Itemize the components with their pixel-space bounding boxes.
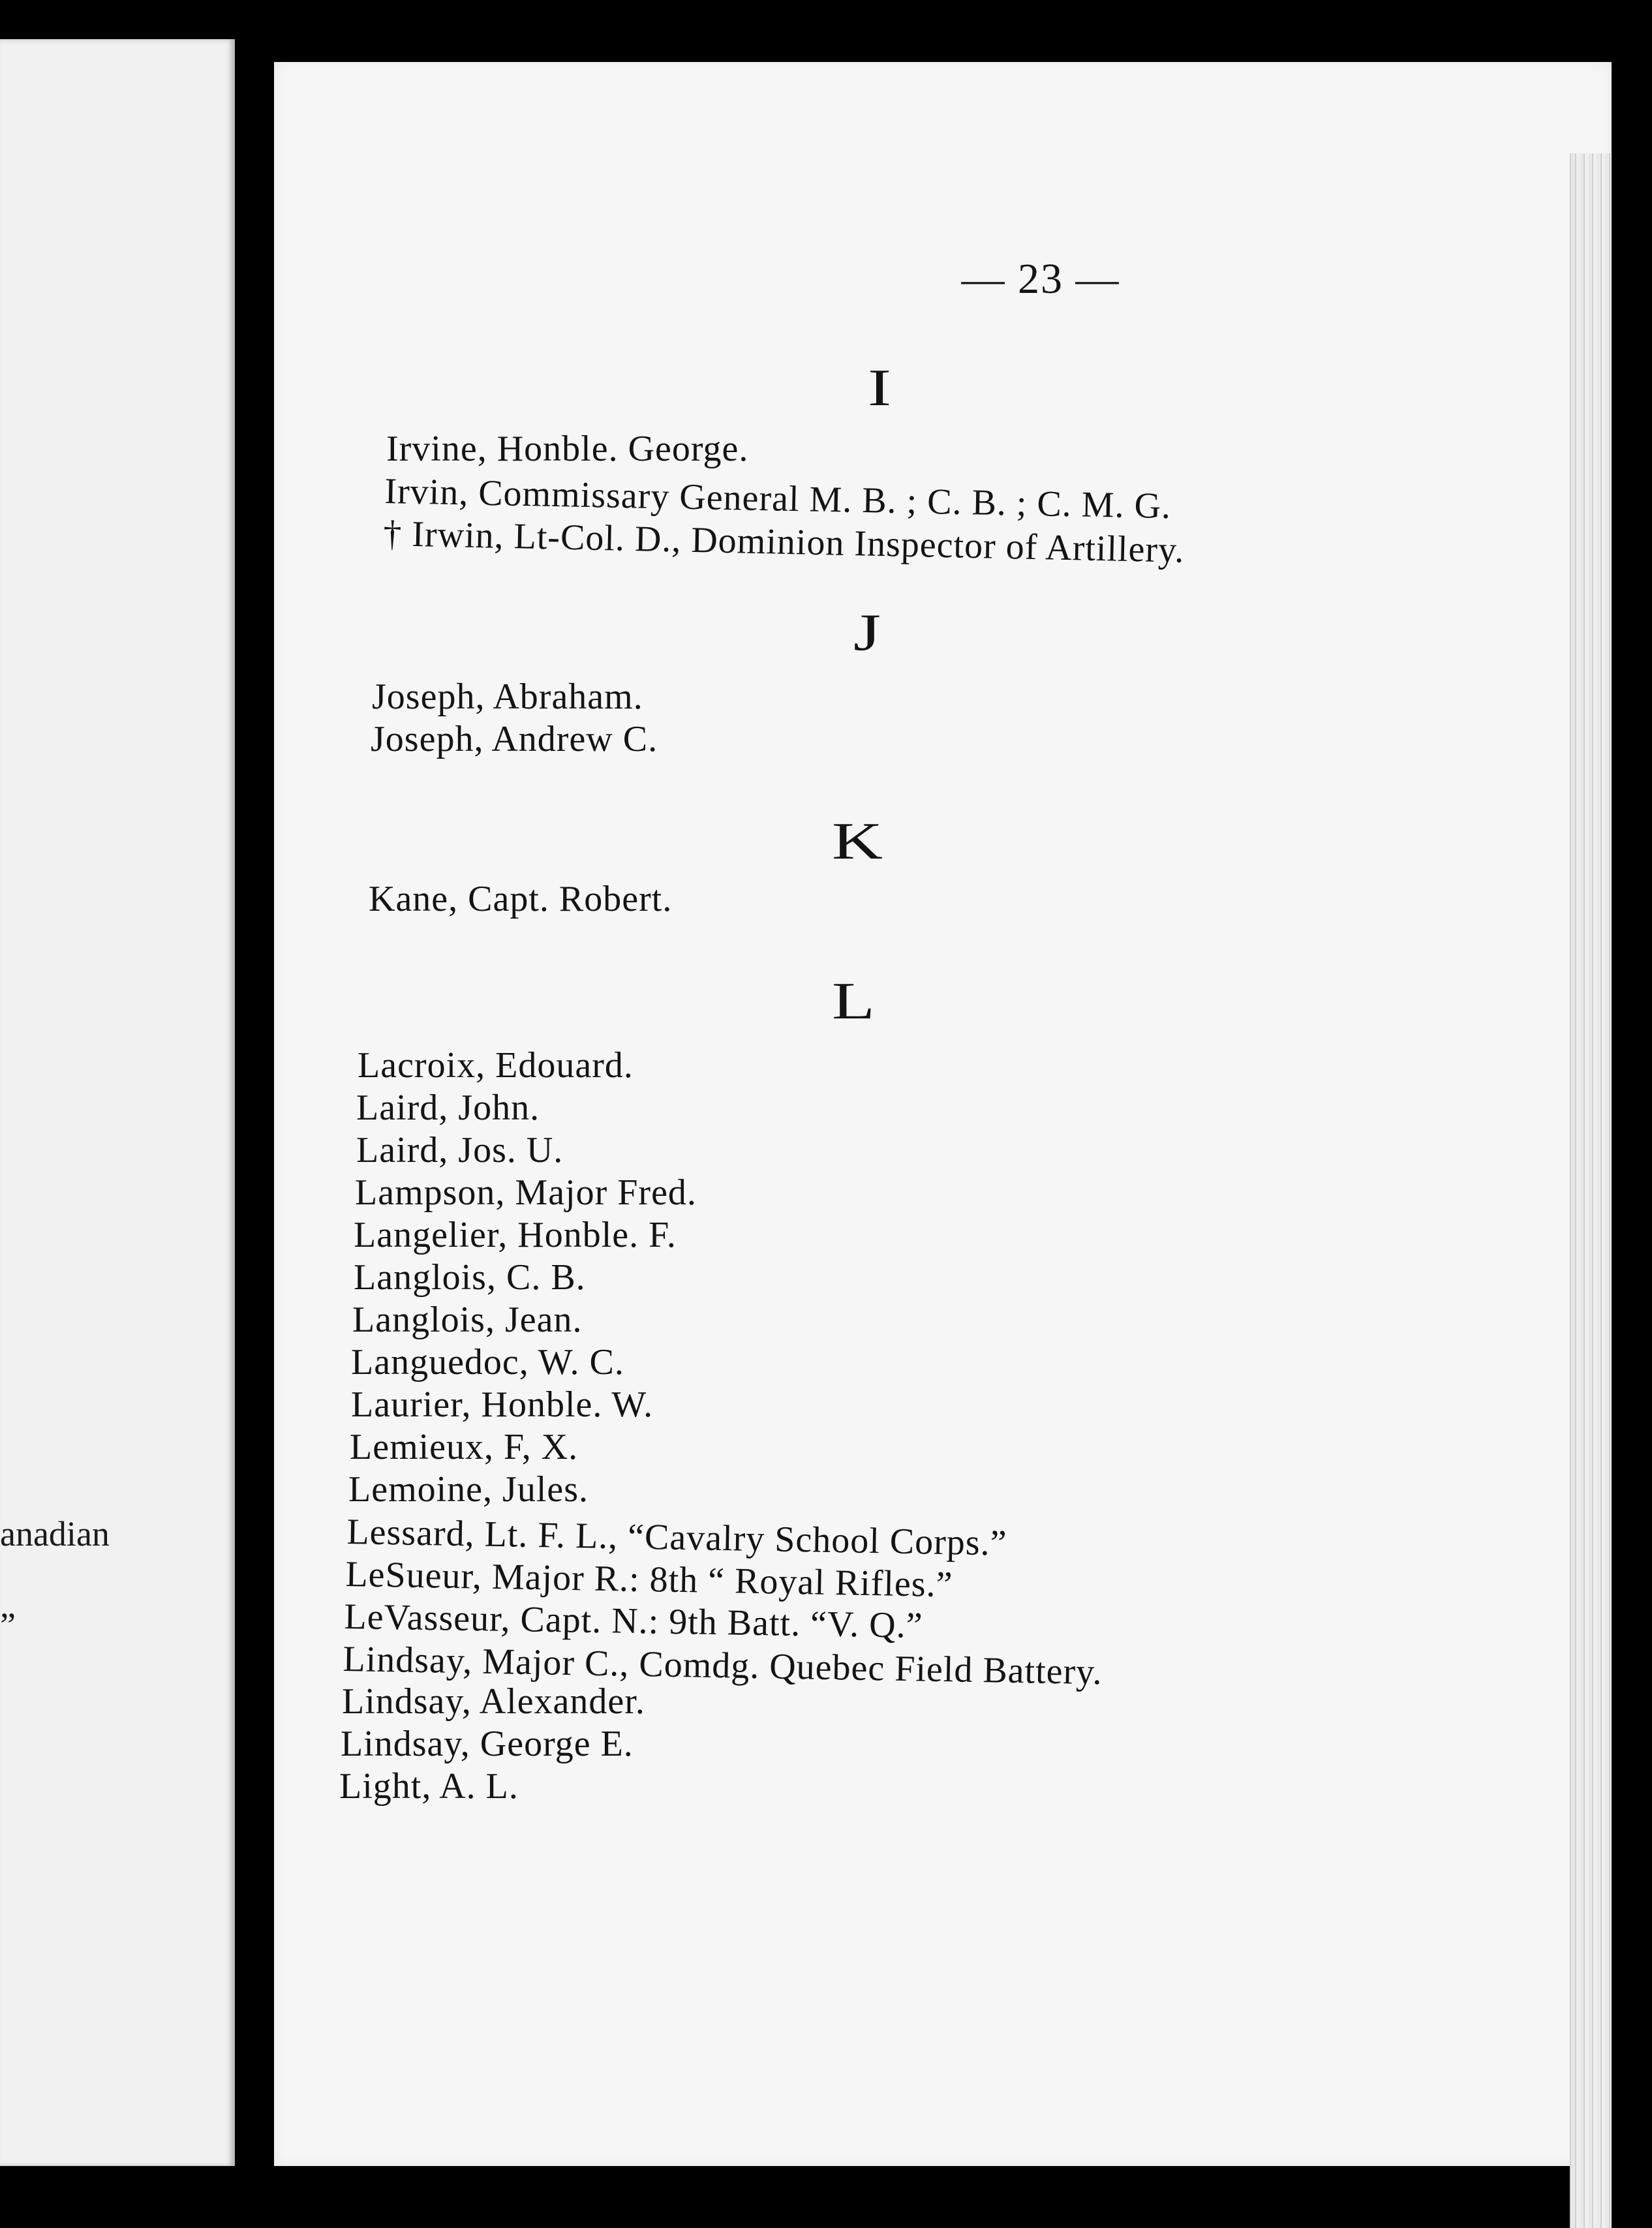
entry-joseph-andrew: Joseph, Andrew C. (371, 719, 658, 759)
section-letter-l: L (832, 973, 877, 1030)
entry-laurier: Laurier, Honble. W. (351, 1384, 654, 1425)
entry-irwin: † Irwin, Lt-Col. D., Dominion Inspector of Artillery. (382, 513, 1185, 571)
book-page (274, 62, 1612, 2166)
entry-lampson: Lampson, Major Fred. (355, 1172, 697, 1213)
entry-kane: Kane, Capt. Robert. (369, 879, 673, 919)
previous-page-fragment (0, 39, 235, 2166)
page-edges (1570, 153, 1612, 2228)
section-letter-j: J (853, 604, 883, 662)
entry-lemieux: Lemieux, F, X. (350, 1427, 579, 1467)
entry-lindsay-alexander: Lindsay, Alexander. (342, 1681, 645, 1722)
entry-irvin: Irvin, Commissary General M. B. ; C. B. ; C. M. G. (384, 471, 1172, 527)
entry-languedoc: Languedoc, W. C. (351, 1342, 624, 1382)
section-letter-i: I (868, 359, 893, 417)
entry-langlois-jean: Langlois, Jean. (352, 1300, 583, 1340)
book-gutter (235, 46, 274, 2166)
entry-lacroix: Lacroix, Edouard. (358, 1045, 634, 1086)
entry-irvine: Irvine, Honble. George. (386, 429, 749, 469)
entry-joseph-abraham: Joseph, Abraham. (372, 677, 643, 717)
entry-langelier: Langelier, Honble. F. (354, 1215, 677, 1255)
entry-laird-jos: Laird, Jos. U. (356, 1130, 564, 1170)
entry-lesueur: LeSueur, Major R.: 8th “ Royal Rifles.” (344, 1554, 953, 1606)
previous-page-quote-fragment: ” (0, 1606, 16, 1645)
page-number: — 23 — (961, 255, 1120, 303)
entry-lindsay-george: Lindsay, George E. (341, 1724, 634, 1764)
previous-page-text-fragment: anadian (0, 1514, 110, 1553)
entry-lindsay-major: Lindsay, Major C., Comdg. Quebec Field Battery. (342, 1639, 1103, 1693)
entry-light: Light, A. L. (339, 1766, 519, 1807)
entry-laird-john: Laird, John. (356, 1088, 540, 1128)
entry-levasseur: LeVasseur, Capt. N.: 9th Batt. “V. Q.” (344, 1596, 923, 1646)
entry-langlois-cb: Langlois, C. B. (354, 1257, 586, 1298)
section-letter-k: K (832, 813, 885, 870)
entry-lemoine: Lemoine, Jules. (348, 1469, 589, 1510)
entry-lessard: Lessard, Lt. F. L., “Cavalry School Corps.” (346, 1512, 1008, 1564)
